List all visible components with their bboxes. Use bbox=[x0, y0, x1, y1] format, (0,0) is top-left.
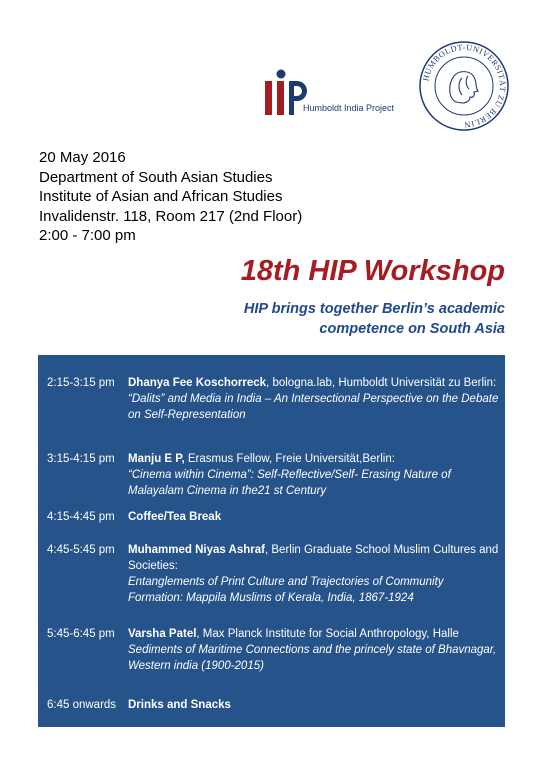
schedule-speaker: Muhammed Niyas Ashraf bbox=[128, 544, 265, 556]
event-date: 20 May 2016 bbox=[39, 149, 126, 166]
humboldt-university-seal bbox=[418, 40, 510, 132]
schedule-panel bbox=[38, 355, 505, 727]
seal-portrait-icon bbox=[450, 72, 478, 103]
schedule-time: 4:45-5:45 pm bbox=[47, 544, 115, 556]
page-title: 18th HIP Workshop bbox=[240, 255, 505, 287]
schedule-time: 6:45 onwards bbox=[47, 699, 117, 711]
schedule-talk-title: Entanglements of Print Culture and Trajectories of Community Formation: Mappila Muslims of Kerala, India, 1867-1924 bbox=[128, 576, 444, 604]
schedule-time: 2:15-3:15 pm bbox=[47, 377, 115, 389]
schedule-time: 4:15-4:45 pm bbox=[47, 511, 115, 523]
seal-text: HUMBOLDT-UNIVERSITÄT ZU BERLIN bbox=[421, 42, 508, 130]
schedule-time: 3:15-4:15 pm bbox=[47, 453, 115, 465]
schedule-talk-title: “Dalits” and Media in India – An Intersectional Perspective on the Debate on Self-Representation bbox=[128, 393, 499, 421]
event-time: 2:00 - 7:00 pm bbox=[39, 227, 136, 244]
schedule-affiliation: Erasmus Fellow, Freie Universität,Berlin: bbox=[184, 453, 395, 465]
schedule-speaker: Manju E P, bbox=[128, 453, 185, 465]
schedule-talk-title: “Cinema within Cinema”: Self-Reflective/Self- Erasing Nature of Malayalam Cinema in the21 st Century bbox=[128, 469, 451, 497]
schedule-speaker: Dhanya Fee Koschorreck bbox=[128, 377, 267, 389]
schedule-speaker: Varsha Patel bbox=[128, 628, 197, 640]
event-institute: Institute of Asian and African Studies bbox=[39, 188, 283, 205]
svg-text:HUMBOLDT-UNIVERSITÄT ZU BERLIN bbox=[421, 43, 507, 129]
schedule-affiliation: , Berlin Graduate School Muslim Cultures and Societies: bbox=[128, 544, 499, 572]
schedule-talk-title: Sediments of Maritime Connections and the princely state of Bhavnagar, Western india (1900-2015) bbox=[128, 644, 497, 672]
event-info bbox=[39, 148, 302, 246]
logo-bar-i bbox=[277, 81, 284, 115]
schedule-time: 5:45-6:45 pm bbox=[47, 628, 115, 640]
schedule-speaker: Drinks and Snacks bbox=[128, 699, 231, 711]
logo-dot bbox=[277, 70, 286, 79]
logo-caption: Humboldt India Project bbox=[303, 103, 395, 113]
event-address: Invalidenstr. 118, Room 217 (2nd Floor) bbox=[39, 207, 303, 225]
schedule-affiliation: , Max Planck Institute for Social Anthropology, Halle bbox=[196, 628, 459, 640]
schedule-affiliation: , bologna.lab, Humboldt Universität zu Berlin: bbox=[266, 377, 497, 389]
schedule-speaker: Coffee/Tea Break bbox=[128, 511, 222, 523]
tagline: HIP brings together Berlin’s academic competence on South Asia bbox=[243, 301, 505, 337]
event-department: Department of South Asian Studies bbox=[39, 168, 273, 186]
logo-bar-h bbox=[265, 81, 272, 115]
